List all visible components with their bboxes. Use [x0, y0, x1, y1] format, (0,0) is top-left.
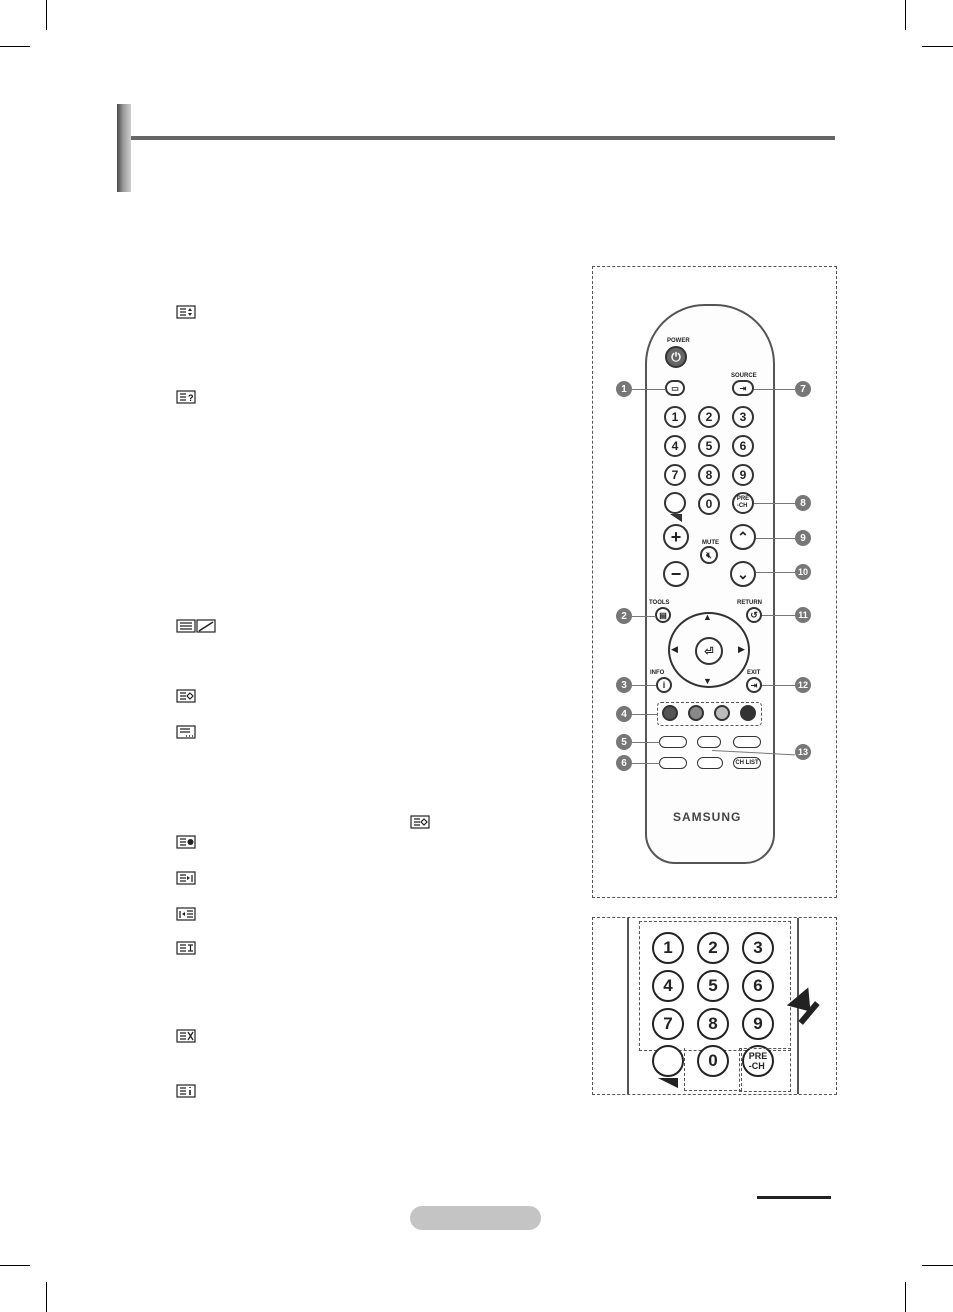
callout-9: 9 [795, 530, 811, 546]
teletext-hold-icon [176, 725, 196, 739]
callout-leader [756, 572, 795, 573]
callout-8: 8 [795, 495, 811, 511]
closeup-digit-7[interactable]: 7 [652, 1008, 684, 1040]
mute-button[interactable] [700, 546, 718, 564]
arrow-up-button[interactable]: ▲ [703, 612, 712, 622]
chevron-down-icon: ⌄ [737, 565, 749, 582]
digit-6-button[interactable]: 6 [732, 435, 754, 457]
arrow-left-button[interactable]: ◀ [671, 644, 678, 654]
minus-icon: − [670, 563, 682, 584]
callout-leader [754, 503, 795, 504]
plus-icon: + [670, 526, 682, 547]
callout-5: 5 [616, 734, 632, 750]
crop-mark [905, 0, 906, 30]
source-button[interactable] [732, 380, 754, 396]
media-button[interactable] [733, 736, 761, 748]
digit-9-button[interactable]: 9 [732, 464, 754, 486]
section-title-bar [117, 104, 131, 192]
tools-label: TOOLS [649, 600, 670, 606]
crop-mark [0, 46, 30, 47]
callout-leader [632, 389, 666, 390]
yellow-button[interactable] [714, 705, 730, 721]
closeup-digit-0[interactable]: 0 [697, 1045, 729, 1077]
teletext-page-down-icon [176, 907, 196, 921]
pre-ch-key-group [739, 1048, 791, 1092]
teletext-index-inline-icon [410, 815, 430, 829]
info-button[interactable] [656, 677, 672, 693]
red-button[interactable] [662, 705, 678, 721]
callout-7: 7 [795, 381, 811, 397]
callout-12: 12 [795, 677, 811, 693]
mute-label: MUTE [702, 540, 719, 546]
digit-2-button[interactable]: 2 [698, 406, 720, 428]
callout-leader [632, 616, 656, 617]
callout-leader [754, 389, 795, 390]
teletext-store-icon [176, 835, 196, 849]
callout-13: 13 [795, 744, 811, 760]
volume-down-button[interactable] [663, 561, 689, 587]
callout-leader [632, 714, 658, 715]
zero-key-group [684, 1048, 742, 1091]
digit-0-button[interactable]: 0 [698, 493, 720, 515]
tv-button[interactable] [665, 380, 685, 396]
closeup-digit-5[interactable]: 5 [697, 970, 729, 1002]
callout-leader [632, 685, 656, 686]
subtitle-button[interactable] [697, 736, 721, 748]
page-number-tab [410, 1206, 541, 1230]
continued-rule [757, 1196, 831, 1199]
arrow-right-button[interactable]: ▶ [738, 644, 745, 654]
teletext-mix-icon [176, 619, 216, 633]
crop-mark [46, 1282, 47, 1312]
power-button[interactable] [665, 346, 687, 368]
crop-mark [922, 46, 953, 47]
callout-10: 10 [795, 564, 811, 580]
crop-mark [46, 0, 47, 30]
volume-wedge-icon [670, 514, 682, 522]
power-icon: ⏻ [671, 349, 681, 364]
digit-7-button[interactable]: 7 [664, 464, 686, 486]
volume-wedge-icon [658, 1078, 678, 1088]
enter-button[interactable] [695, 637, 723, 665]
volume-up-button[interactable] [663, 524, 689, 550]
source-icon: ⇥ [739, 383, 747, 393]
digit-5-button[interactable]: 5 [698, 435, 720, 457]
tools-icon: ▤ [659, 610, 667, 620]
digit-4-button[interactable]: 4 [664, 435, 686, 457]
return-label: RETURN [737, 600, 762, 606]
closeup-digit-8[interactable]: 8 [697, 1008, 729, 1040]
closeup-digit-6[interactable]: 6 [742, 970, 774, 1002]
ch-list-button[interactable]: CH LIST [733, 757, 761, 769]
return-button[interactable] [746, 607, 762, 623]
source-label: SOURCE [731, 373, 757, 379]
teletext-reveal-icon [176, 390, 196, 404]
enter-icon: ⏎ [704, 645, 714, 658]
pre-ch-button[interactable]: PRE -CH [732, 492, 754, 514]
power-label: POWER [667, 338, 690, 344]
info-label: INFO [650, 670, 665, 676]
closeup-digit-3[interactable]: 3 [742, 932, 774, 964]
channel-down-button[interactable] [730, 561, 756, 587]
closeup-digit-1[interactable]: 1 [652, 932, 684, 964]
callout-leader [762, 685, 795, 686]
teletext-size-icon [176, 305, 196, 319]
closeup-digit-9[interactable]: 9 [742, 1008, 774, 1040]
crop-mark [922, 1265, 953, 1266]
callout-2: 2 [616, 608, 632, 624]
callout-leader [762, 615, 795, 616]
return-icon: ↺ [750, 609, 758, 620]
closeup-dash-button[interactable] [652, 1045, 684, 1077]
section-title-rule [131, 136, 835, 140]
green-button[interactable] [688, 705, 704, 721]
exit-label: EXIT [747, 670, 761, 676]
teletext-info-icon [176, 1084, 196, 1098]
blue-button[interactable] [740, 705, 756, 721]
closeup-digit-2[interactable]: 2 [697, 932, 729, 964]
teletext-page-up-icon [176, 871, 196, 885]
callout-6: 6 [616, 755, 632, 771]
svg-text:?: ? [188, 393, 194, 403]
p-size-button[interactable] [697, 757, 723, 769]
digit-3-button[interactable]: 3 [732, 406, 754, 428]
crop-mark [905, 1282, 906, 1312]
closeup-digit-4[interactable]: 4 [652, 970, 684, 1002]
channel-up-button[interactable] [730, 524, 756, 550]
remote-edge-left [627, 917, 629, 1095]
arrow-down-button[interactable]: ▼ [703, 676, 712, 686]
exit-button[interactable] [746, 677, 762, 693]
teletext-mix-button[interactable] [659, 736, 687, 748]
closeup-pre-ch-button[interactable]: PRE -CH [742, 1045, 774, 1077]
mute-icon: 🔇︎ [706, 549, 712, 560]
digit-1-button[interactable]: 1 [664, 406, 686, 428]
exit-icon: ⇥ [750, 680, 758, 690]
info-icon: i [662, 680, 666, 690]
teletext-cancel-icon [176, 1029, 196, 1043]
crop-mark [0, 1265, 30, 1266]
tv-icon: ▭ [671, 383, 679, 393]
index-button[interactable] [659, 757, 687, 769]
tools-button[interactable] [655, 607, 671, 623]
callout-leader [756, 538, 795, 539]
chevron-up-icon: ⌃ [737, 528, 749, 545]
callout-leader [632, 742, 660, 743]
digit-8-button[interactable]: 8 [698, 464, 720, 486]
dash-button[interactable] [664, 492, 686, 514]
callout-1: 1 [616, 381, 632, 397]
brand-logo: SAMSUNG [673, 810, 742, 824]
callout-3: 3 [616, 677, 632, 693]
callout-11: 11 [795, 607, 811, 623]
callout-4: 4 [616, 706, 632, 722]
teletext-index-icon [176, 689, 196, 703]
teletext-subpage-icon [176, 941, 196, 955]
callout-leader [632, 763, 660, 764]
